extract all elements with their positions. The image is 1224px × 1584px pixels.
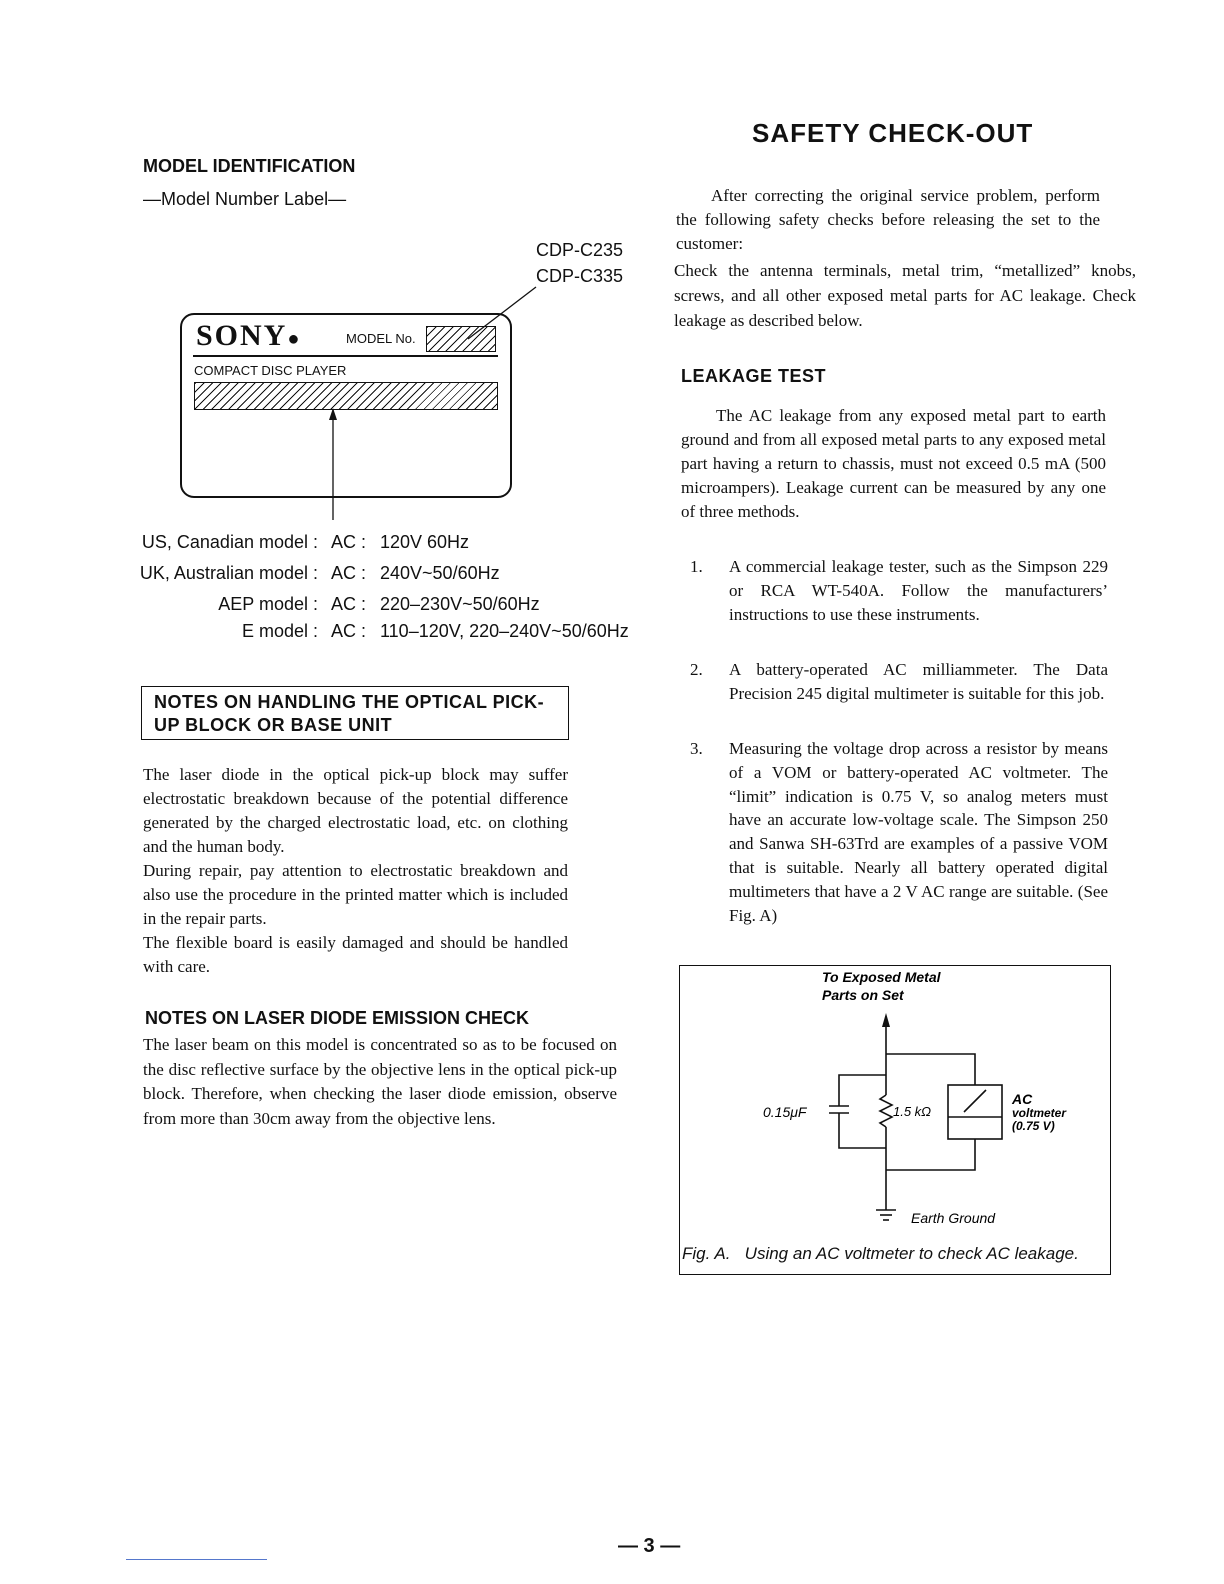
voltmeter-label-1: AC [1012, 1091, 1033, 1107]
handling-notes-heading-box [141, 686, 569, 740]
leakage-circuit-diagram [679, 965, 1111, 1275]
model-name-2: CDP-C335 [536, 266, 624, 286]
list-text: Measuring the voltage drop across a resistor by means of a VOM or battery-operated AC voltmeter. The “limit” indication is 0.75 V, so analog meters must have an accurate low-voltage scale. The Simpson 250 and Sanwa SH-63Trd are examples of a passive VOM that is suitable. Nearly all battery operated digital multimeters that have a 2 V AC range are suitable. (See Fig. A) [729, 739, 1108, 925]
spec-ac: AC : [331, 621, 367, 641]
voltmeter-label-2: voltmeter [1012, 1106, 1067, 1120]
leakage-method-1 [690, 555, 1108, 626]
spec-value: 120V 60Hz [380, 532, 470, 552]
wire-capacitor-top [839, 1075, 886, 1106]
spec-ac: AC : [331, 563, 367, 583]
leakage-method-2 [690, 658, 1108, 706]
wire-meter-bottom [886, 1139, 975, 1170]
list-text: A battery-operated AC milliammeter. The Data Precision 245 digital multimeter is suitable for this job. [729, 660, 1108, 703]
handling-notes-paragraph-2: During repair, pay attention to electrostatic breakdown and also use the procedure in the printed matter which is included in the repair parts. [143, 861, 568, 928]
model-identification-heading: MODEL IDENTIFICATION [143, 156, 356, 176]
voltmeter-box [948, 1085, 1002, 1139]
leakage-test-heading: LEAKAGE TEST [681, 366, 827, 386]
spec-region: E model : [241, 621, 318, 641]
laser-emission-paragraph: The laser beam on this model is concentrated so as to be focused on the disc reflective surface by the objective lens in the optical pick-up block. Therefore, when checking the laser diode emission, observe from more than 30cm away from the objective lens. [143, 1035, 617, 1128]
sony-logo [196, 319, 301, 353]
model-name-1: CDP-C235 [536, 240, 624, 260]
safety-checkout-title: SAFETY CHECK-OUT [752, 118, 1034, 148]
model-number-label-subheading: —Model Number Label— [143, 189, 347, 209]
capacitor-label: 0.15μF [763, 1104, 807, 1120]
voltmeter-label-3: (0.75 V) [1012, 1119, 1055, 1133]
list-number: 1. [690, 557, 703, 576]
figure-label-top-2: Parts on Set [822, 987, 904, 1003]
sony-logo-dot: ● [287, 328, 302, 350]
spec-region: AEP model : [218, 594, 318, 614]
spec-ac: AC : [331, 594, 367, 614]
spec-region: US, Canadian model : [141, 532, 318, 552]
sony-logo-text: SONY [196, 319, 288, 352]
figure-label-top-1: To Exposed Metal [822, 969, 941, 985]
figure-caption-number: Fig. A. [682, 1244, 731, 1263]
safety-paragraph-1: After correcting the original service problem, perform the following safety checks before releasing the set to the customer: [676, 186, 1100, 253]
voltmeter-needle [964, 1090, 986, 1112]
earth-ground-label: Earth Ground [911, 1210, 996, 1226]
leakage-test-paragraph: The AC leakage from any exposed metal part to earth ground and from all exposed metal parts to any exposed metal part having a return to chassis, must not exceed 0.5 mA (500 microampers). Leakage current can be measured by any one of three methods. [681, 406, 1106, 521]
compact-disc-player-label: COMPACT DISC PLAYER [194, 363, 347, 378]
list-number: 2. [690, 660, 703, 679]
handling-notes-paragraph-1: The laser diode in the optical pick-up block may suffer electrostatic breakdown because of the potential difference generated by the charged electrostatic load, etc. on clothing and the human body. [143, 765, 568, 856]
spec-region: UK, Australian model : [139, 563, 318, 583]
serial-hatched-field [194, 382, 498, 410]
figure-caption-text: Using an AC voltmeter to check AC leakage. [744, 1244, 1079, 1263]
resistor-symbol [880, 1095, 892, 1127]
wire-meter-top [886, 1054, 975, 1085]
resistor-label: 1.5 kΩ [893, 1104, 932, 1119]
model-no-label: MODEL No. [346, 331, 416, 346]
spec-value: 220–230V~50/60Hz [380, 594, 540, 614]
list-text: A commercial leakage tester, such as the Simpson 229 or RCA WT-540A. Follow the manufacturers’ instructions to use these instruments. [729, 557, 1108, 624]
top-arrow [882, 1013, 890, 1027]
figure-a-caption [682, 1244, 1079, 1264]
footer-blue-rule [126, 1559, 267, 1560]
handling-notes-heading-line-2: UP BLOCK OR BASE UNIT [154, 715, 393, 735]
leakage-method-3 [690, 737, 1108, 927]
laser-emission-heading: NOTES ON LASER DIODE EMISSION CHECK [145, 1008, 530, 1028]
list-number: 3. [690, 739, 703, 758]
page-number: — 3 — [618, 1535, 681, 1557]
spec-value: 110–120V, 220–240V~50/60Hz [380, 621, 629, 641]
handling-notes-paragraph-3: The flexible board is easily damaged and should be handled with care. [143, 933, 568, 976]
handling-notes-heading-line-1: NOTES ON HANDLING THE OPTICAL PICK- [154, 692, 545, 712]
safety-paragraph-2: Check the antenna terminals, metal trim, “metallized” knobs, screws, and all other exposed metal parts for AC leakage. Check leakage as described below. [674, 261, 1136, 330]
spec-value: 240V~50/60Hz [380, 563, 500, 583]
spec-ac: AC : [331, 532, 367, 552]
label-divider [193, 355, 498, 357]
wire-capacitor-bottom [839, 1113, 886, 1148]
handling-notes-body [143, 763, 568, 979]
model-no-hatched-field [426, 326, 496, 352]
